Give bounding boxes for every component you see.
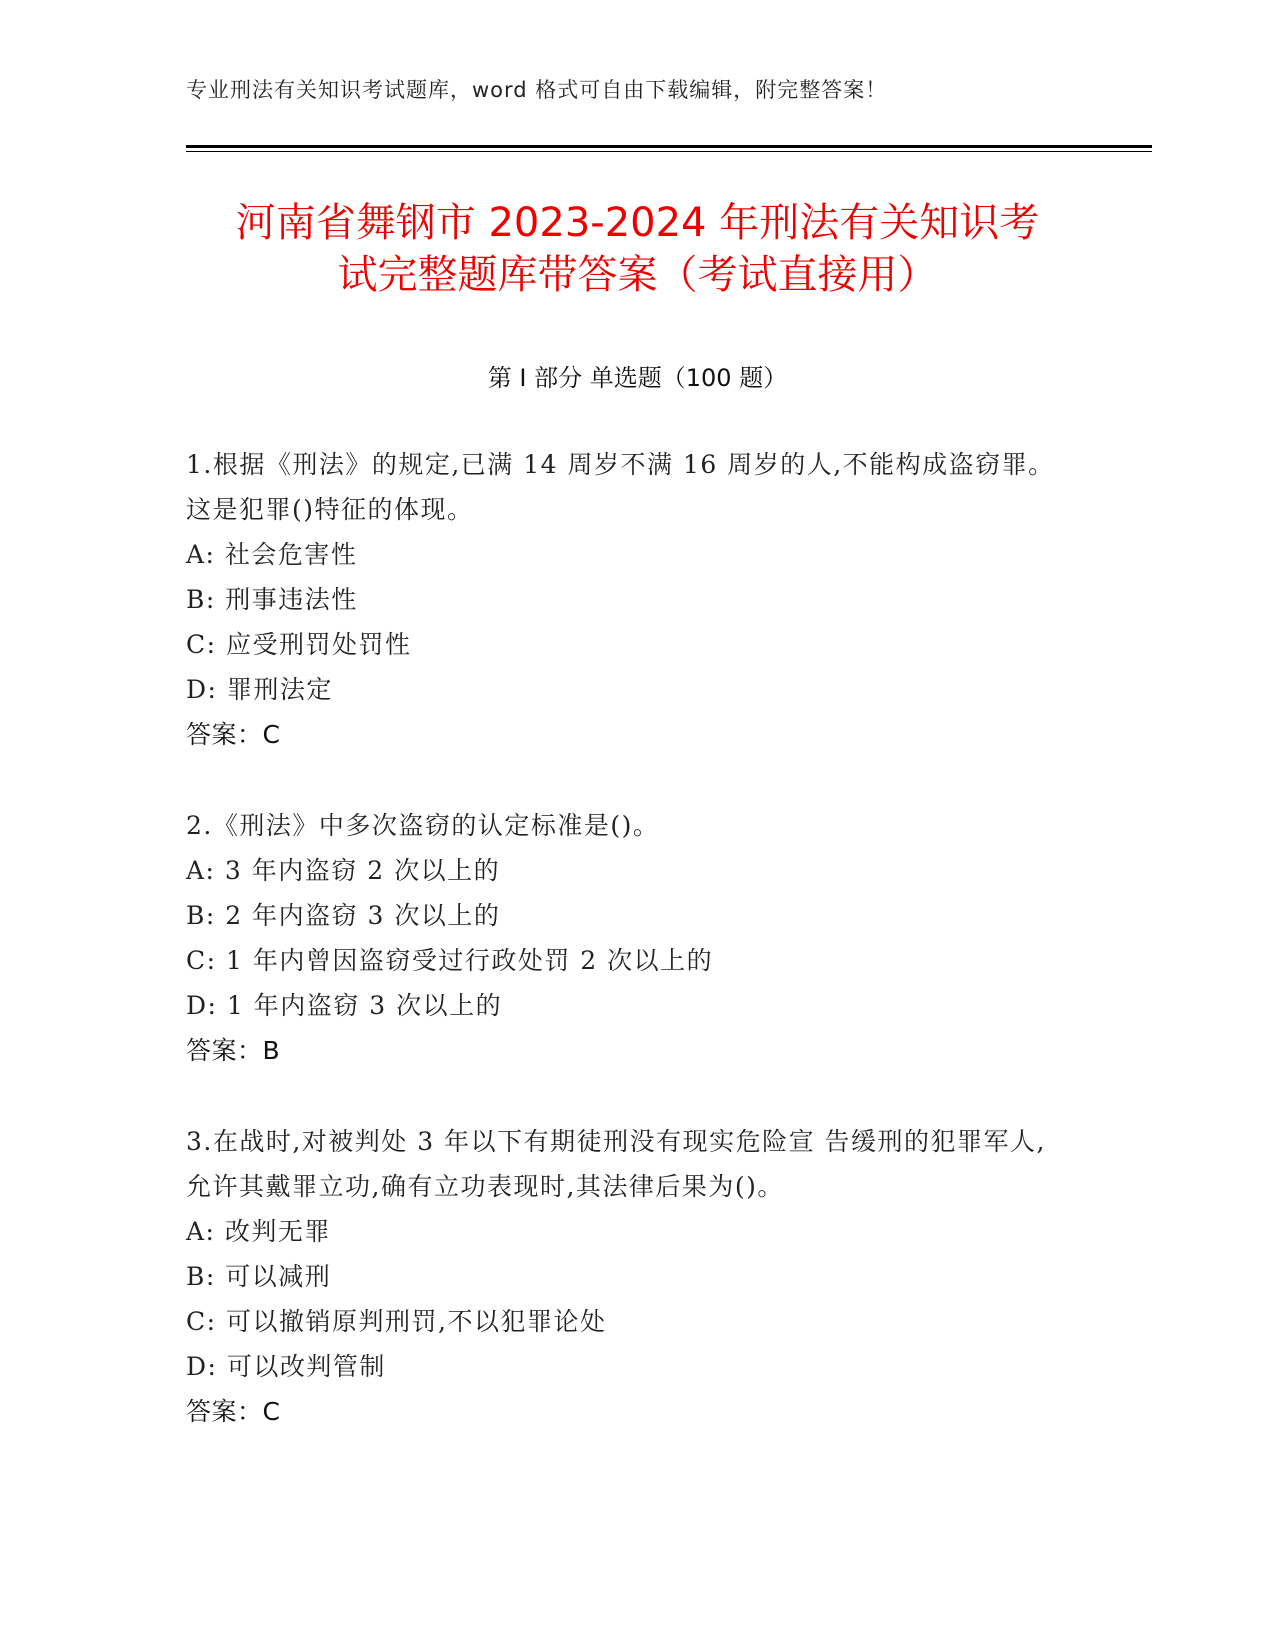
- question-list: [186, 442, 1066, 1480]
- question-2: [186, 803, 1066, 1073]
- question-option-b: B: 刑事违法性: [186, 585, 358, 614]
- question-option-b: B: 可以减刑: [186, 1262, 332, 1291]
- question-stem: 2.《刑法》中多次盗窃的认定标准是()。: [186, 811, 660, 840]
- question-option-a: A: 改判无罪: [186, 1217, 331, 1246]
- question-answer: 答案：C: [186, 1397, 281, 1426]
- question-option-b: B: 2 年内盗窃 3 次以上的: [186, 901, 501, 930]
- question-stem: 1.根据《刑法》的规定,已满 14 周岁不满 16 周岁的人,不能构成盗窃罪。这是犯罪()特征的体现。: [186, 450, 1055, 524]
- document-title: [150, 197, 1125, 301]
- question-option-d: D: 1 年内盗窃 3 次以上的: [186, 991, 503, 1020]
- question-option-a: A: 社会危害性: [186, 540, 358, 569]
- question-option-c: C: 应受刑罚处罚性: [186, 630, 412, 659]
- document-title-line-2: 试完整题库带答案（考试直接用）: [337, 252, 938, 298]
- question-option-c: C: 1 年内曾因盗窃受过行政处罚 2 次以上的: [186, 946, 714, 975]
- question-option-c: C: 可以撤销原判刑罚,不以犯罪论处: [186, 1307, 607, 1336]
- section-title: 第 I 部分 单选题（100 题）: [487, 364, 788, 392]
- question-stem: 3.在战时,对被判处 3 年以下有期徒刑没有现实危险宣 告缓刑的犯罪军人,允许其戴罪立功,确有立功表现时,其法律后果为()。: [186, 1127, 1046, 1201]
- question-option-d: D: 罪刑法定: [186, 675, 333, 704]
- document-title-line-1: 河南省舞钢市 2023-2024 年刑法有关知识考: [235, 200, 1040, 246]
- header-rule-thick: [186, 145, 1152, 148]
- question-option-d: D: 可以改判管制: [186, 1352, 386, 1381]
- header-note: 专业刑法有关知识考试题库，word 格式可自由下载编辑，附完整答案！: [186, 78, 888, 102]
- question-1: [186, 442, 1066, 757]
- question-answer: 答案：B: [186, 1036, 281, 1065]
- header-rule-thin: [186, 151, 1152, 152]
- question-3: [186, 1119, 1066, 1434]
- question-option-a: A: 3 年内盗窃 2 次以上的: [186, 856, 501, 885]
- question-answer: 答案：C: [186, 720, 281, 749]
